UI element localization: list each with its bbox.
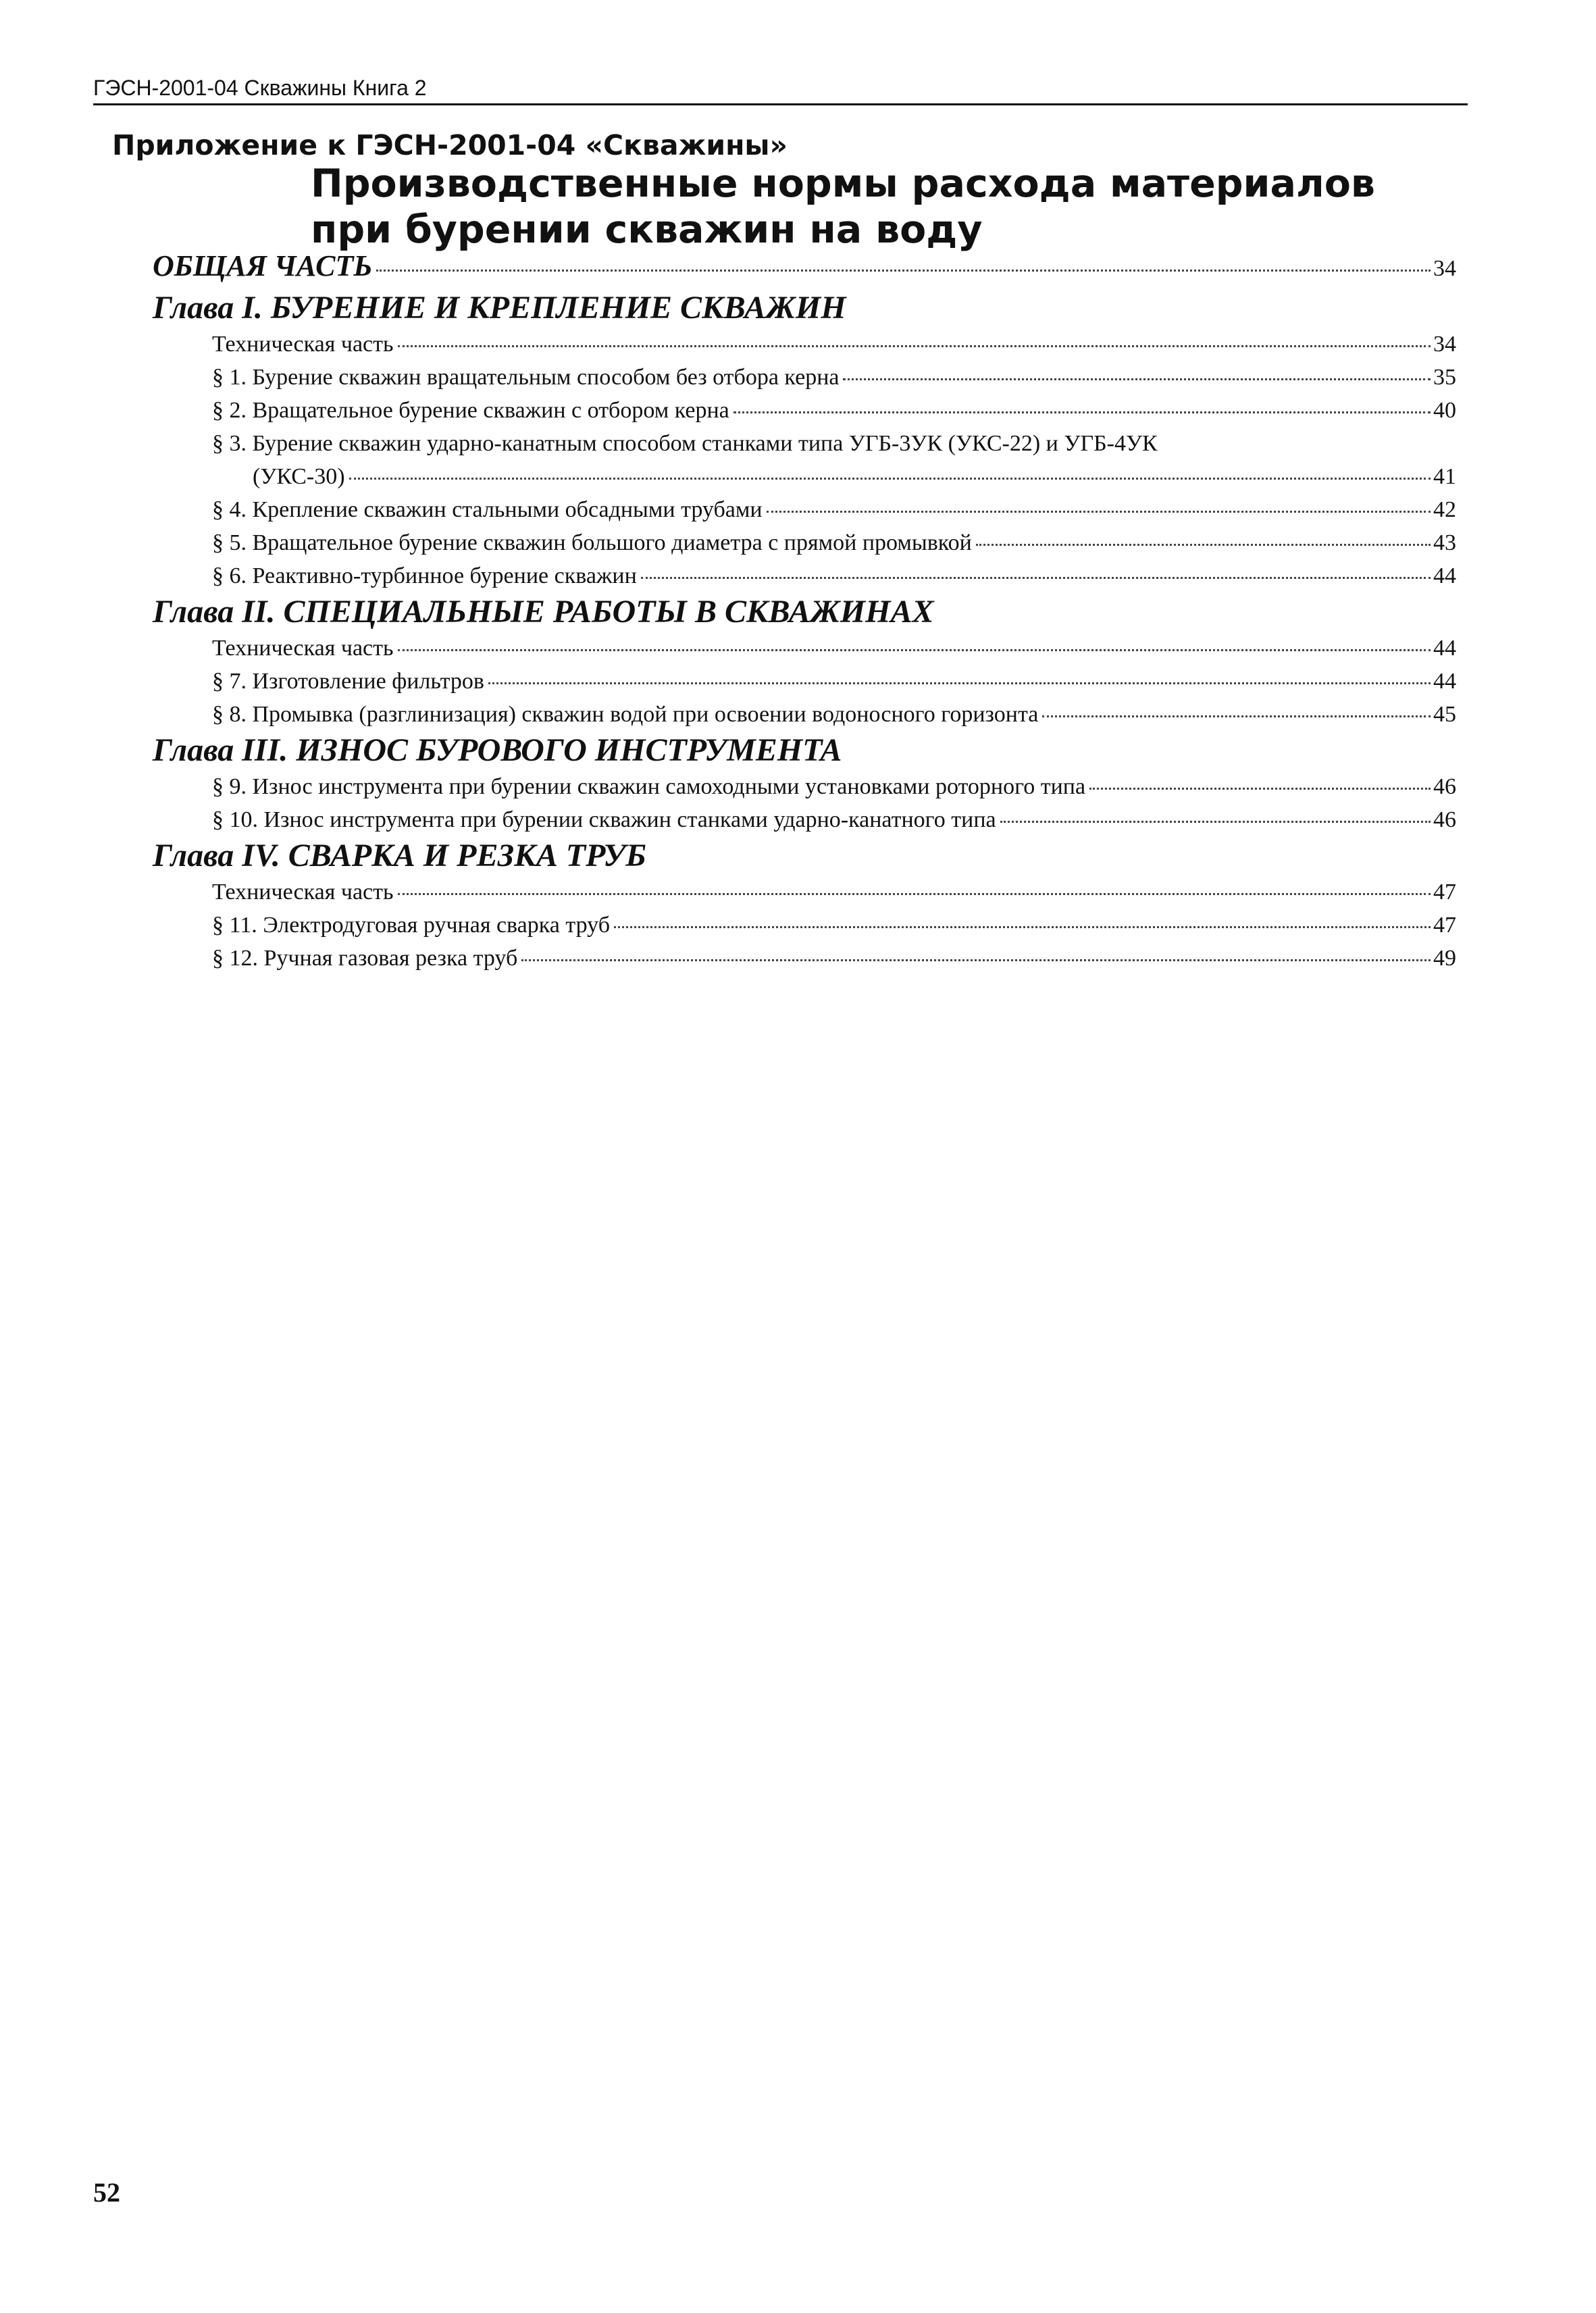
table-of-contents bbox=[153, 247, 1456, 975]
toc-entry-wrapped[interactable] bbox=[153, 427, 1456, 493]
toc-entry-page: 44 bbox=[1433, 636, 1456, 661]
toc-entry-page: 47 bbox=[1433, 913, 1456, 938]
toc-entry-label: § 11. Электродуговая ручная сварка труб bbox=[212, 913, 611, 938]
toc-entry-label: § 1. Бурение скважин вращательным способом без отбора керна bbox=[212, 365, 840, 390]
toc-entry[interactable] bbox=[153, 559, 1456, 592]
appendix-title: Приложение к ГЭСН-2001-04 «Скважины» bbox=[112, 129, 788, 161]
toc-entry-label: § 5. Вращательное бурение скважин большого диаметра с прямой промывкой bbox=[212, 530, 972, 555]
toc-entry[interactable] bbox=[153, 493, 1456, 526]
dot-leader bbox=[1000, 821, 1431, 823]
document-title-line-1: Производственные нормы расхода материалов bbox=[311, 161, 1375, 206]
dot-leader bbox=[641, 577, 1431, 579]
document-title-line-2: при бурении скважин на воду bbox=[311, 207, 983, 252]
dot-leader bbox=[398, 345, 1431, 347]
dot-leader bbox=[349, 478, 1431, 480]
toc-entry-label: § 7. Изготовление фильтров bbox=[212, 669, 484, 694]
header-rule bbox=[93, 103, 1468, 105]
toc-entry-page: 40 bbox=[1433, 398, 1456, 423]
dot-leader bbox=[1042, 715, 1431, 717]
dot-leader bbox=[976, 544, 1431, 546]
toc-entry-page: 34 bbox=[1433, 256, 1456, 281]
dot-leader bbox=[521, 959, 1431, 961]
dot-leader bbox=[614, 926, 1431, 928]
page-number: 52 bbox=[93, 2177, 120, 2208]
dot-leader bbox=[843, 378, 1431, 380]
toc-entry-label: Техническая часть bbox=[212, 636, 394, 661]
toc-entry[interactable] bbox=[153, 665, 1456, 698]
toc-entry-label: § 4. Крепление скважин стальными обсадными трубами bbox=[212, 497, 763, 522]
toc-entry-page: 44 bbox=[1433, 669, 1456, 694]
toc-entry[interactable] bbox=[153, 328, 1456, 361]
toc-entry-label: § 6. Реактивно-турбинное бурение скважин bbox=[212, 563, 637, 588]
toc-entry-label: § 8. Промывка (разглинизация) скважин водой при освоении водоносного горизонта bbox=[212, 702, 1039, 727]
toc-entry[interactable] bbox=[153, 942, 1456, 975]
toc-entry[interactable] bbox=[153, 803, 1456, 836]
toc-entry-page: 45 bbox=[1433, 702, 1456, 727]
toc-entry-page: 41 bbox=[1433, 464, 1456, 489]
dot-leader bbox=[398, 649, 1431, 651]
toc-entry[interactable] bbox=[153, 770, 1456, 803]
toc-entry[interactable] bbox=[153, 632, 1456, 665]
toc-entry-page: 42 bbox=[1433, 497, 1456, 522]
toc-entry-label: Техническая часть bbox=[212, 332, 394, 357]
document-title bbox=[311, 161, 1418, 253]
toc-entry[interactable] bbox=[153, 394, 1456, 427]
toc-entry-page: 46 bbox=[1433, 774, 1456, 799]
toc-entry[interactable] bbox=[153, 526, 1456, 559]
running-head: ГЭСН-2001-04 Скважины Книга 2 bbox=[93, 76, 427, 100]
toc-entry[interactable] bbox=[153, 698, 1456, 731]
chapter-heading-3: Глава III. ИЗНОС БУРОВОГО ИНСТРУМЕНТА bbox=[153, 732, 842, 768]
toc-entry-label: § 9. Износ инструмента при бурении скважин самоходными установками роторного типа bbox=[212, 774, 1086, 799]
dot-leader bbox=[1089, 788, 1431, 790]
toc-entry-page: 46 bbox=[1433, 807, 1456, 832]
toc-entry-page: 44 bbox=[1433, 563, 1456, 588]
toc-entry-label: § 2. Вращательное бурение скважин с отбором керна bbox=[212, 398, 729, 423]
toc-general-part[interactable] bbox=[153, 247, 1456, 288]
dot-leader bbox=[767, 511, 1431, 513]
toc-entry-page: 49 bbox=[1433, 946, 1456, 971]
toc-entry-label: § 12. Ручная газовая резка труб bbox=[212, 946, 518, 971]
toc-entry[interactable] bbox=[153, 909, 1456, 942]
toc-entry-page: 34 bbox=[1433, 332, 1456, 357]
dot-leader bbox=[398, 893, 1431, 895]
chapter-heading-1: Глава I. БУРЕНИЕ И КРЕПЛЕНИЕ СКВАЖИН bbox=[153, 290, 846, 326]
chapter-heading-2: Глава II. СПЕЦИАЛЬНЫЕ РАБОТЫ В СКВАЖИНАХ bbox=[153, 594, 934, 630]
toc-entry-label-line-1: § 3. Бурение скважин ударно-канатным способом станками типа УГБ-3УК (УКС-22) и УГБ-4УК bbox=[212, 431, 1158, 456]
dot-leader bbox=[376, 270, 1431, 272]
toc-entry-label: § 10. Износ инструмента при бурении скважин станками ударно-канатного типа bbox=[212, 807, 996, 832]
toc-entry-page: 47 bbox=[1433, 880, 1456, 905]
toc-entry-label: Техническая часть bbox=[212, 880, 394, 905]
chapter-heading-4: Глава IV. СВАРКА И РЕЗКА ТРУБ bbox=[153, 838, 646, 873]
toc-entry-page: 35 bbox=[1433, 365, 1456, 390]
toc-entry-label-line-2: (УКС-30) bbox=[253, 464, 345, 489]
dot-leader bbox=[488, 682, 1431, 684]
toc-entry-page: 43 bbox=[1433, 530, 1456, 555]
toc-entry[interactable] bbox=[153, 361, 1456, 394]
dot-leader bbox=[733, 411, 1431, 413]
toc-entry-label: ОБЩАЯ ЧАСТЬ bbox=[153, 249, 373, 282]
toc-entry[interactable] bbox=[153, 875, 1456, 909]
